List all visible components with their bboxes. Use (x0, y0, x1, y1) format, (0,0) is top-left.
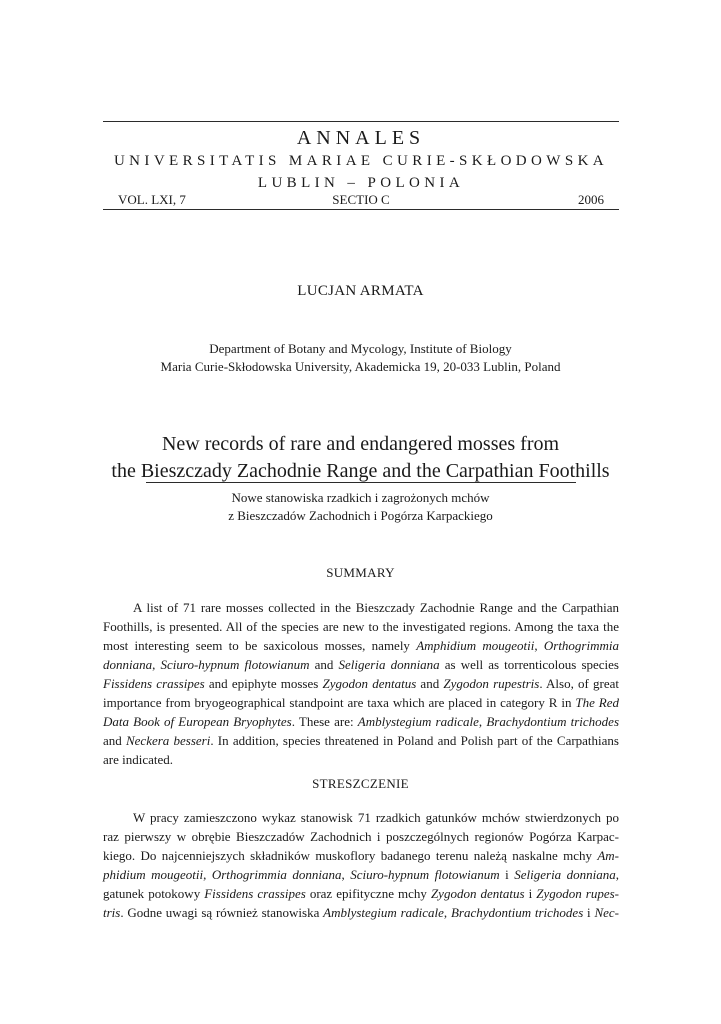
text-run: are indicated. (103, 752, 174, 767)
italic-taxon: Amphidium mougeotii (416, 638, 535, 653)
text-run: . Also, of great (539, 676, 620, 691)
italic-taxon: Brachydontium trichodes (450, 905, 584, 920)
title-underline (146, 482, 576, 483)
text-run: i (499, 867, 515, 882)
summary-line (103, 655, 619, 674)
streszczenie-line (103, 884, 619, 903)
text-run: , (443, 905, 451, 920)
italic-taxon: Zygodon rupestris (443, 676, 540, 691)
text-run: and (309, 657, 339, 672)
text-run: . In addition, species threatened in Poland and Polish part of the Carpathians (210, 733, 619, 748)
text-run: , (534, 638, 544, 653)
italic-taxon: Amblystegium radicale (323, 905, 444, 920)
summary-line (103, 750, 619, 769)
italic-taxon: Amblystegium radicale (357, 714, 479, 729)
summary-paragraph (103, 598, 619, 769)
text-run: and (103, 733, 126, 748)
italic-taxon: Brachydontium trichodes (486, 714, 620, 729)
summary-line (103, 636, 619, 655)
italic-taxon: Sciuro-hypnum flotowianum (160, 657, 310, 672)
text-run: oraz epifityczne mchy (305, 886, 431, 901)
streszczenie-heading: STRESZCZENIE (312, 776, 409, 791)
text-run: raz pierwszy w obrębie Bieszczadów Zachodnich i poszczególnych regionów Pogórza Karpac- (103, 829, 619, 844)
author-name: LUCJAN ARMATA (297, 283, 424, 299)
italic-taxon: Am- (597, 848, 619, 863)
university-name: UNIVERSITATIS MARIAE CURIE-SKŁODOWSKA (113, 153, 609, 169)
journal-section: SECTIO C (332, 192, 390, 207)
volume-number: VOL. LXI, 7 (118, 192, 186, 207)
text-run: i (583, 905, 595, 920)
italic-taxon: Zygodon rupes- (536, 886, 619, 901)
italic-taxon: Seligeria donniana (338, 657, 440, 672)
italic-taxon: Orthogrimmia (543, 638, 619, 653)
italic-taxon: Neckera besseri (125, 733, 211, 748)
streszczenie-line (103, 846, 619, 865)
text-run: as well as torrenticolous species (439, 657, 619, 672)
polish-title-line-2: z Bieszczadów Zachodnich i Pogórza Karpackiego (228, 508, 493, 523)
italic-taxon: Seligeria donniana (514, 867, 616, 882)
text-run: W pracy zamieszczono wykaz stanowisk 71 rzadkich gatunków mchów stwierdzonych po (133, 810, 619, 825)
summary-line (103, 693, 619, 712)
text-run: most interesting seem to be saxicolous mosses, namely (103, 638, 417, 653)
streszczenie-line (103, 827, 619, 846)
polish-title-line-1: Nowe stanowiska rzadkich i zagrożonych mchów (231, 490, 490, 505)
streszczenie-line (103, 865, 619, 884)
streszczenie-line (103, 903, 619, 922)
streszczenie-line (103, 808, 619, 827)
italic-taxon: Data Book of European Bryophytes (103, 714, 292, 729)
article-title-line-2: the Bieszczady Zachodnie Range and the Carpathian Foothills (111, 460, 610, 482)
italic-taxon: Nec- (594, 905, 619, 920)
text-run: and (416, 676, 444, 691)
summary-line (103, 617, 619, 636)
text-run: kiego. Do najcenniejszych składników muskoflory badanego terenu należą naskalne mchy (103, 848, 598, 863)
text-run: . Godne uwagi są również stanowiska (120, 905, 324, 920)
italic-taxon: phidium mougeotii (103, 867, 204, 882)
text-run: and epiphyte mosses (204, 676, 323, 691)
italic-taxon: Fissidens crassipes (204, 886, 306, 901)
italic-taxon: Fissidens crassipes (103, 676, 205, 691)
italic-taxon: Zygodon dentatus (430, 886, 525, 901)
masthead-bottom-rule (103, 209, 619, 210)
journal-name: ANNALES (296, 127, 426, 149)
summary-heading: SUMMARY (326, 565, 395, 580)
summary-line (103, 712, 619, 731)
text-run: . These are: (291, 714, 358, 729)
italic-taxon: The Red (575, 695, 619, 710)
italic-taxon: tris (103, 905, 121, 920)
text-run: importance from bryogeographical standpoint are taxa which are placed in category R in (103, 695, 576, 710)
italic-taxon: Sciuro-hypnum flotowianum (350, 867, 500, 882)
summary-line (103, 731, 619, 750)
journal-city: LUBLIN – POLONIA (257, 175, 465, 191)
summary-line (103, 598, 619, 617)
summary-line (103, 674, 619, 693)
masthead-top-rule (103, 121, 619, 122)
text-run: A list of 71 rare mosses collected in the Bieszczady Zachodnie Range and the Carpathian (133, 600, 619, 615)
streszczenie-paragraph (103, 808, 619, 922)
text-run: , (478, 714, 487, 729)
text-run: , (341, 867, 351, 882)
italic-taxon: Orthogrimmia donniana (211, 867, 342, 882)
italic-taxon: donniana (103, 657, 153, 672)
affiliation-line-2: Maria Curie-Skłodowska University, Akademicka 19, 20-033 Lublin, Poland (160, 359, 561, 374)
text-run: , (152, 657, 161, 672)
text-run: Foothills, is presented. All of the species are new to the investigated regions. Among the taxa the (103, 619, 619, 634)
italic-taxon: Zygodon dentatus (322, 676, 417, 691)
article-title-line-1: New records of rare and endangered mosses from (161, 433, 560, 455)
text-run: gatunek potokowy (103, 886, 205, 901)
affiliation-line-1: Department of Botany and Mycology, Institute of Biology (209, 341, 512, 356)
text-run: , (615, 867, 620, 882)
text-run: i (524, 886, 537, 901)
text-run: , (203, 867, 212, 882)
publication-year: 2006 (578, 192, 604, 207)
